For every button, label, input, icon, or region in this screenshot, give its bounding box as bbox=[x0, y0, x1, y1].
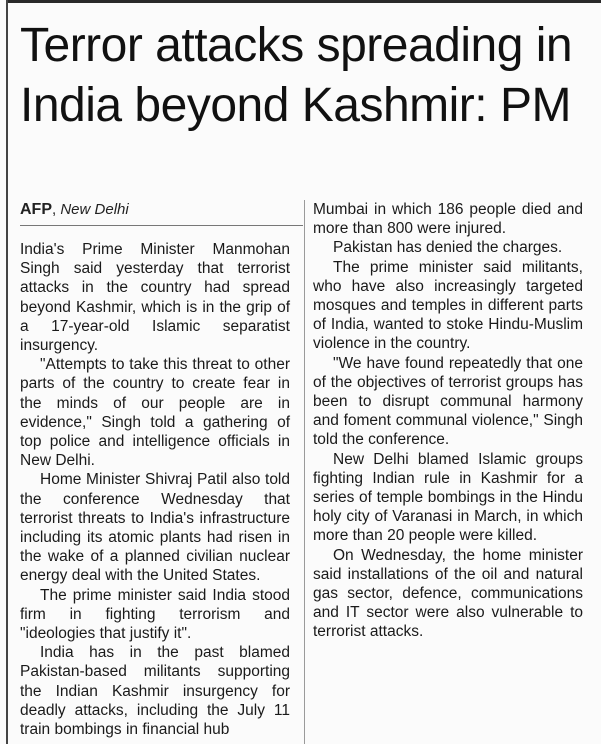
paragraph: On Wednesday, the home minister said installations of the oil and natural gas sector, defence, communications and IT sector were also vulnerable to terrorist attacks. bbox=[313, 546, 583, 641]
paragraph: The prime minister said India stood firm in fighting terrorism and "ideologies that justify it". bbox=[20, 586, 290, 643]
column-divider bbox=[304, 200, 305, 744]
paragraph: "We have found repeatedly that one of the objectives of terrorist groups has been to disrupt communal harmony and foment communal violence," Singh told the conference. bbox=[313, 354, 583, 449]
byline-separator: , bbox=[52, 201, 57, 218]
byline-city: New Delhi bbox=[60, 201, 129, 218]
top-border-rule bbox=[6, 0, 601, 3]
byline-agency: AFP bbox=[20, 201, 52, 218]
paragraph: The prime minister said militants, who have also increasingly targeted mosques and temples in different parts of India, wanted to stoke Hindu-Muslim violence in the country. bbox=[313, 258, 583, 353]
paragraph: Mumbai in which 186 people died and more than 800 were injured. bbox=[313, 201, 583, 238]
paragraph: "Attempts to take this threat to other parts of the country to create fear in the minds of our people are in evidence," Singh told a gathering of top police and intelligence officials in New Delhi. bbox=[20, 356, 290, 470]
paragraph: Pakistan has denied the charges. bbox=[333, 239, 563, 257]
article-headline: Terror attacks spreading in India beyond Kashmir: PM bbox=[20, 19, 573, 132]
paragraph: India's Prime Minister Manmohan Singh said yesterday that terrorist attacks in the country had spread beyond Kashmir, which is in the grip of a 17-year-old Islamic separatist insurgency. bbox=[20, 241, 290, 355]
article-column-2 bbox=[313, 200, 583, 642]
byline bbox=[20, 200, 129, 220]
paragraph: New Delhi blamed Islamic groups fighting Indian rule in Kashmir for a series of temple bombings in the Hindu holy city of Varanasi in March, in which more than 20 people were killed. bbox=[313, 450, 583, 545]
article-column-1 bbox=[20, 240, 290, 739]
paragraph: India has in the past blamed Pakistan-based militants supporting the Indian Kashmir insurgency for deadly attacks, including the July 11 train bombings in financial hub bbox=[20, 644, 290, 739]
left-border-rule bbox=[6, 0, 8, 744]
byline-rule bbox=[20, 225, 303, 226]
paragraph: Home Minister Shivraj Patil also told the conference Wednesday that terrorist threats to India's infrastructure including its atomic plants had risen in the wake of a planned civilian nuclear energy deal with the United States. bbox=[20, 471, 290, 585]
